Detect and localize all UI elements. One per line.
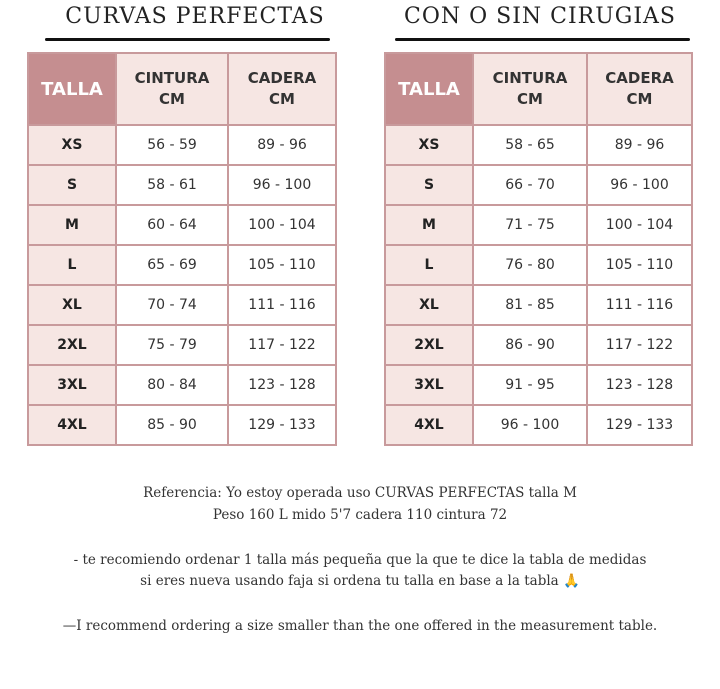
cintura-cell: 96 - 100: [473, 405, 587, 445]
talla-header: TALLA: [28, 53, 116, 125]
cintura-cell: 70 - 74: [116, 285, 228, 325]
table-row: [28, 405, 336, 445]
header-row: [28, 53, 336, 125]
size-table-con-o-sin-cirugias: [384, 52, 693, 446]
table-row: [28, 325, 336, 365]
cintura-header: CINTURA CM: [116, 53, 228, 125]
cintura-cell: 81 - 85: [473, 285, 587, 325]
curvas-perfectas-title: CURVAS PERFECTAS: [65, 4, 325, 29]
header-row: [385, 53, 692, 125]
cadera-cell: 105 - 110: [228, 245, 336, 285]
size-cell: S: [385, 165, 473, 205]
size-cell: XS: [28, 125, 116, 165]
cintura-cell: 65 - 69: [116, 245, 228, 285]
size-cell: L: [28, 245, 116, 285]
table-row: [385, 205, 692, 245]
cintura-cell: 58 - 61: [116, 165, 228, 205]
size-table-curvas-perfectas: [27, 52, 337, 446]
cadera-cell: 123 - 128: [228, 365, 336, 405]
recommendation-es-line-1: - te recomiendo ordenar 1 talla más pequeña que la que te dice la tabla de medidas: [73, 552, 647, 568]
recommendation-es-line-2: si eres nueva usando faja si ordena tu talla en base a la tabla 🙏: [140, 573, 580, 589]
size-cell: XL: [28, 285, 116, 325]
cadera-cell: 89 - 96: [228, 125, 336, 165]
cadera-cell: 111 - 116: [228, 285, 336, 325]
cadera-cell: 117 - 122: [228, 325, 336, 365]
cintura-cell: 71 - 75: [473, 205, 587, 245]
cintura-cell: 76 - 80: [473, 245, 587, 285]
con-o-sin-cirugias-title: CON O SIN CIRUGIAS: [404, 4, 676, 29]
cadera-cell: 129 - 133: [587, 405, 692, 445]
table-row: [385, 405, 692, 445]
cadera-cell: 123 - 128: [587, 365, 692, 405]
cadera-cell: 117 - 122: [587, 325, 692, 365]
cintura-cell: 85 - 90: [116, 405, 228, 445]
cadera-header: CADERA CM: [228, 53, 336, 125]
recommendation-en: —I recommend ordering a size smaller than the one offered in the measurement table.: [62, 618, 658, 634]
cadera-cell: 105 - 110: [587, 245, 692, 285]
title-underline-right: [395, 38, 690, 41]
size-cell: 4XL: [385, 405, 473, 445]
cadera-cell: 96 - 100: [587, 165, 692, 205]
size-cell: XL: [385, 285, 473, 325]
cadera-cell: 111 - 116: [587, 285, 692, 325]
cadera-cell: 129 - 133: [228, 405, 336, 445]
size-cell: 2XL: [385, 325, 473, 365]
table-row: [28, 365, 336, 405]
table-row: [28, 245, 336, 285]
cintura-cell: 56 - 59: [116, 125, 228, 165]
cintura-cell: 60 - 64: [116, 205, 228, 245]
cadera-cell: 89 - 96: [587, 125, 692, 165]
table-row: [385, 325, 692, 365]
cintura-cell: 58 - 65: [473, 125, 587, 165]
size-cell: L: [385, 245, 473, 285]
cintura-cell: 86 - 90: [473, 325, 587, 365]
table-row: [385, 165, 692, 205]
size-cell: 4XL: [28, 405, 116, 445]
table-row: [385, 125, 692, 165]
size-cell: S: [28, 165, 116, 205]
cintura-header: CINTURA CM: [473, 53, 587, 125]
cadera-cell: 96 - 100: [228, 165, 336, 205]
talla-header: TALLA: [385, 53, 473, 125]
table-row: [385, 285, 692, 325]
table-row: [385, 245, 692, 285]
size-cell: 3XL: [385, 365, 473, 405]
cintura-cell: 75 - 79: [116, 325, 228, 365]
size-cell: M: [385, 205, 473, 245]
title-underline-left: [45, 38, 330, 41]
cadera-cell: 100 - 104: [587, 205, 692, 245]
table-row: [28, 285, 336, 325]
reference-note-line-2: Peso 160 L mido 5'7 cadera 110 cintura 72: [212, 507, 508, 523]
cadera-header: CADERA CM: [587, 53, 692, 125]
cintura-cell: 66 - 70: [473, 165, 587, 205]
size-cell: 2XL: [28, 325, 116, 365]
size-cell: XS: [385, 125, 473, 165]
table-row: [385, 365, 692, 405]
size-cell: M: [28, 205, 116, 245]
table-row: [28, 165, 336, 205]
table-row: [28, 125, 336, 165]
reference-note-line-1: Referencia: Yo estoy operada uso CURVAS PERFECTAS talla M: [143, 485, 577, 501]
size-cell: 3XL: [28, 365, 116, 405]
cintura-cell: 80 - 84: [116, 365, 228, 405]
cintura-cell: 91 - 95: [473, 365, 587, 405]
cadera-cell: 100 - 104: [228, 205, 336, 245]
table-row: [28, 205, 336, 245]
